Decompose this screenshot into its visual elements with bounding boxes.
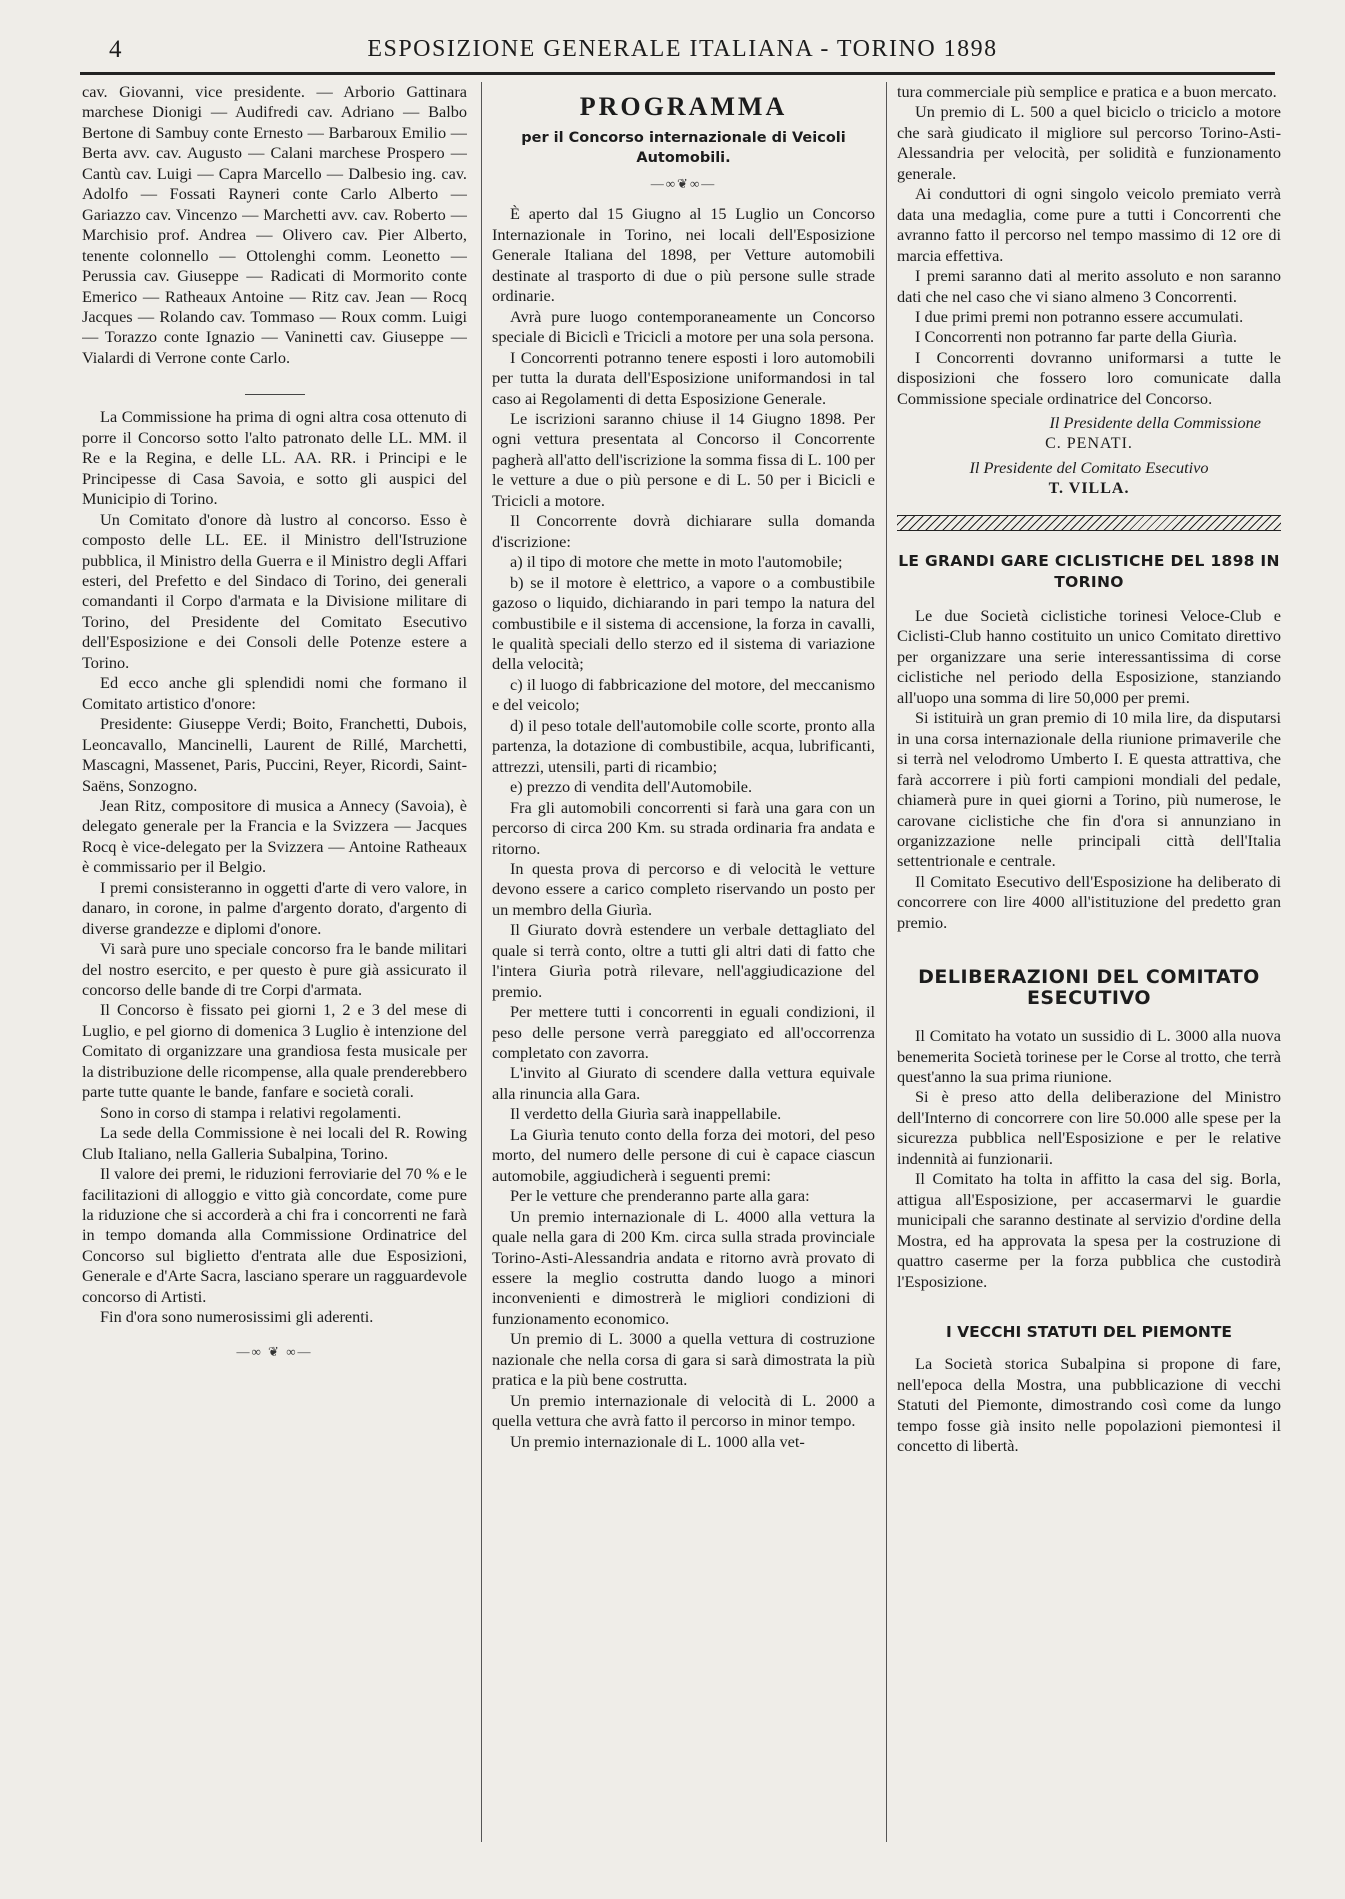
committee-names: cav. Giovanni, vice presidente. — Arborio Gattinara marchese Dionigi — Audifredi cav. Adriano — Balbo Bertone di Sambuy conte Ernesto — Barbaroux Emilio — Berta avv. cav. Augusto — Calani marchese Prospero — Cantù cav. Luigi — Capra Marcello — Dalbesio ing. cav. Adolfo — Fossati Rayneri conte Carlo Alberto — Gariazzo cav. Vincenzo — Marchetti avv. cav. Roberto — Marchisio prof. Andrea — Olivero cav. Pier Alberto, tenente colonnello — Ottolenghi comm. Leonetto — Perussia cav. Giuseppe — Radicati di Mormorito conte Emerico — Ratheaux Antoine — Ritz cav. Jean — Rocq Jacques — Rolando cav. Tommaso — Roux comm. Luigi — Torazzo conte Ignazio — Vaninetti cav. Giuseppe — Vialardi di Verrone conte Carlo. xyxy=(82,82,467,367)
signature-role-1: Il Presidente della Commissione xyxy=(1049,413,1261,433)
paragraph: Il Comitato Esecutivo dell'Esposizione ha deliberato di concorrere con lire 4000 all'istituzione del predetto gran premio. xyxy=(897,871,1281,932)
paragraph: Un premio di L. 500 a quel biciclo o triciclo a motore che sarà giudicato il migliore sul percorso Torino-Asti-Alessandria per velocità, per solidità e funzionamento generale. xyxy=(897,102,1281,183)
paragraph: Vi sarà pure uno speciale concorso fra le bande militari del nostro esercito, e per questo è pure già assicurato il concorso delle bande di tre Corpi d'armata. xyxy=(82,939,467,1000)
column-3 xyxy=(897,82,1281,1872)
paragraph: I premi saranno dati al merito assoluto e non saranno dati che nel caso che vi siano almeno 3 Concorrenti. xyxy=(897,266,1281,306)
paragraph: Un premio internazionale di L. 1000 alla vet- xyxy=(510,1431,805,1451)
paragraph: La Società storica Subalpina si propone di fare, nell'epoca della Mostra, una pubblicazione di vecchi Statuti del Piemonte, dimostrando così come da lungo tempo fosse già insito nelle popolazioni piemontesi il concetto di libertà. xyxy=(897,1354,1281,1456)
paragraph: Le due Società ciclistiche torinesi Veloce-Club e Ciclisti-Club hanno costituito un unico Comitato direttivo per organizzare una serie interessantissima di corse ciclistiche nel periodo della Esposizione, stanziando all'uopo una somma di lire 50,000 per premi. xyxy=(897,605,1281,707)
paragraph: tura commerciale più semplice e pratica e a buon mercato. xyxy=(897,82,1277,101)
paragraph: Il valore dei premi, le riduzioni ferroviarie del 70 % e le facilitazioni di alloggio e vitto già concordate, come pure la riduzione che si accorderà a chi fra i concorrenti ne farà in tempo domanda alla Commissione Ordinatrice del Concorso sul biglietto d'entrata alle due Esposizioni, Generale e d'Arte Sacra, lasciano sperare un ragguardevole concorso di Artisti. xyxy=(82,1164,467,1306)
header-rule xyxy=(80,72,1275,75)
list-item: d) il peso totale dell'automobile colle scorte, pronto alla partenza, la dotazione di combustibile, acqua, lubrificanti, attrezzi, utensili, parti di ricambio; xyxy=(492,715,875,776)
paragraph: Fin d'ora sono numerosissimi gli aderenti. xyxy=(100,1307,374,1327)
paragraph: Si è preso atto della deliberazione del Ministro dell'Interno di concorrere con lire 50.000 alle spese per la sicurezza pubblica nell'Esposizione e per le relative indennità ai funzionarii. xyxy=(897,1087,1281,1168)
title-ornament: —∞❦∞— xyxy=(650,176,717,191)
paragraph: Le iscrizioni saranno chiuse il 14 Giugno 1898. Per ogni vettura presentata al Concorso il Concorrente pagherà all'atto dell'iscrizione la somma fissa di L. 100 per le vetture a due o più persone e di L. 50 per i Bicicli e Tricicli a motore. xyxy=(492,408,875,510)
paragraph: La Commissione ha prima di ogni altra cosa ottenuto di porre il Concorso sotto l'alto patronato delle LL. MM. il Re e la Regina, e delle LL. AA. RR. i Principi e le Principesse di Casa Savoia, e sotto gli auspici del Municipio di Torino. xyxy=(82,407,467,509)
paragraph: Un premio internazionale di velocità di L. 2000 a quella vettura che avrà fatto il percorso in minor tempo. xyxy=(492,1390,875,1431)
paragraph: Il Comitato ha votato un sussidio di L. 3000 alla nuova benemerita Società torinese per le Corse al trotto, che terrà quest'anno la sua prima riunione. xyxy=(897,1026,1281,1087)
paragraph: Un premio internazionale di L. 4000 alla vettura la quale nella gara di 200 Km. circa sulla strada provinciale Torino-Asti-Alessandria andata e ritorno avrà provato di essere la meglio costrutta dando luogo a minori inconvenienti e dimostrerà le migliori condizioni di funzionamento economico. xyxy=(492,1206,875,1328)
paragraph: I due primi premi non potranno essere accumulati. xyxy=(915,306,1244,326)
paragraph: Il Concorrente dovrà dichiarare sulla domanda d'iscrizione: xyxy=(492,511,875,551)
paragraph: Per mettere tutti i concorrenti in eguali condizioni, il peso delle persone verrà pareggiato ed all'occorrenza completato con zavorra. xyxy=(492,1002,875,1063)
section-title-gare-ciclistiche: LE GRANDI GARE CICLISTICHE DEL 1898 IN TORINO xyxy=(898,552,1280,591)
section-title-deliberazioni: DELIBERAZIONI DEL COMITATO ESECUTIVO xyxy=(918,966,1260,1009)
column-1 xyxy=(82,82,467,1872)
paragraph: Per le vetture che prenderanno parte alla gara: xyxy=(510,1186,810,1206)
paragraph: Avrà pure luogo contemporaneamente un Concorso speciale di Biciclì e Tricicli a motore per una sola persona. xyxy=(492,306,875,347)
programma-title: PROGRAMMA xyxy=(579,92,788,121)
paragraph: Il Concorso è fissato pei giorni 1, 2 e 3 del mese di Luglio, e pel giorno di domenica 3 Luglio è intenzione del Comitato di organizzare una grandiosa festa musicale per la distribuzione delle ricompense, alla quale prenderebbero parte tutte quante le bande, fanfare e società corali. xyxy=(82,1000,467,1102)
list-item: b) se il motore è elettrico, a vapore o a combustibile gazoso o liquido, dichiarando in pari tempo la natura del combustibile e il sistema di accensione, la forza in cavalli, le qualità speciali dello sterzo ed il sistema di variazione della velocità; xyxy=(492,572,875,674)
paragraph: In questa prova di percorso e di velocità le vetture devono essere a carico completo riservando un posto per un membro della Giurìa. xyxy=(492,858,875,919)
paragraph: Ai conduttori di ogni singolo veicolo premiato verrà data una medaglia, come pure a tutti i Concorrenti che avranno fatto il percorso nel tempo massimo di 12 ore di marcia effettiva. xyxy=(897,184,1281,265)
paragraph: Un premio di L. 3000 a quella vettura di costruzione nazionale che nella corsa di gara si sarà dimostrata la più pratica e la più bene costrutta. xyxy=(492,1329,875,1390)
paragraph: Jean Ritz, compositore di musica a Annecy (Savoia), è delegato generale per la Francia e la Svizzera — Jacques Rocq è vice-delegato per la Svizzera — Antoine Ratheaux è commissario per il Belgio. xyxy=(82,795,467,877)
paragraph: Il Giurato dovrà estendere un verbale dettagliato del quale si terrà conto, oltre a tutti gli altri dati di fatto che l'intera Giurìa potrà rilevare, nell'aggiudicazione del premio. xyxy=(492,920,875,1001)
paragraph: Fra gli automobili concorrenti si farà una gara con un percorso di circa 200 Km. su strada ordinaria fra andata e ritorno. xyxy=(492,797,875,858)
paragraph: È aperto dal 15 Giugno al 15 Luglio un Concorso Internazionale in Torino, nei locali dell'Esposizione Generale Italiana del 1898, per Vetture automobili destinate al trasporto di due o più persone sulle strade ordinarie. xyxy=(492,204,875,306)
column-2 xyxy=(492,82,875,1872)
paragraph: Si istituirà un gran premio di 10 mila lire, da disputarsi in una corsa internazionale della riunione primaverile che si terrà nel velodromo Umberto I. E questa attrattiva, che farà accorrere i più forti campioni mondiali del pedale, chiamerà pure in quei giorni a Torino, più numerose, le carovane ciclistiche che fin d'ora si annunziano in organizzazione nelle principali città dell'Italia settentrionale e centrale. xyxy=(897,708,1281,871)
paragraph: L'invito al Giurato di scendere dalla vettura equivale alla rinuncia alla Gara. xyxy=(492,1063,875,1103)
paragraph: Il verdetto della Giurìa sarà inappellabile. xyxy=(510,1104,782,1124)
signature-name-1: C. PENATI. xyxy=(1045,434,1133,452)
paragraph: I Concorrenti non potranno far parte della Giurìa. xyxy=(915,327,1237,347)
separator-rule xyxy=(245,394,305,395)
end-ornament: —∞ ❦ ∞— xyxy=(236,1343,313,1359)
paragraph: Presidente: Giuseppe Verdi; Boito, Franchetti, Dubois, Leoncavallo, Mancinelli, Laurent de Rillé, Marchetti, Mascagni, Massenet, Paris, Puccini, Reyer, Ricordi, Saint-Saëns, Sonzogno. xyxy=(82,714,467,795)
page-header xyxy=(95,36,1270,72)
paragraph: I Concorrenti potranno tenere esposti i loro automobili per tutta la durata dell'Esposizione uniformandosi in tal caso ai Regolamenti di detta Esposizione Generale. xyxy=(492,347,875,408)
paragraph: I Concorrenti dovranno uniformarsi a tutte le disposizioni che fossero loro comunicate dalla Commissione speciale ordinatrice del Concorso. xyxy=(897,347,1281,408)
paragraph: La Giurìa tenuto conto della forza dei motori, del peso morto, del numero delle persone di cui è capace ciascun automobile, aggiudicherà i seguenti premi: xyxy=(492,1124,875,1185)
programma-subtitle: per il Concorso internazionale di Veicoli Automobili. xyxy=(521,130,846,166)
paragraph: Ed ecco anche gli splendidi nomi che formano il Comitato artistico d'onore: xyxy=(82,673,467,713)
list-item: e) prezzo di vendita dell'Automobile. xyxy=(510,777,753,797)
paragraph: Il Comitato ha tolta in affitto la casa del sig. Borla, attigua all'Esposizione, per accasermarvi le guardie municipali che saranno destinate al servizio d'ordine della Mostra, ed ha approvata la spesa per la costruzione di quattro caserme per la forza pubblica che custodirà l'Esposizione. xyxy=(897,1169,1281,1291)
signature-role-2: Il Presidente del Comitato Esecutivo xyxy=(969,458,1209,478)
signature-name-2: T. VILLA. xyxy=(1048,479,1130,497)
section-title-statuti: I VECCHI STATUTI DEL PIEMONTE xyxy=(945,1323,1233,1342)
column-divider-1 xyxy=(481,82,482,1842)
page-number: 4 xyxy=(109,36,122,63)
paragraph: La sede della Commissione è nei locali del R. Rowing Club Italiano, nella Galleria Subalpina, Torino. xyxy=(82,1123,467,1163)
running-title: ESPOSIZIONE GENERALE ITALIANA - TORINO 1898 xyxy=(367,36,998,62)
paragraph: Un Comitato d'onore dà lustro al concorso. Esso è composto delle LL. EE. il Ministro dell'Istruzione pubblica, il Ministro della Guerra e il Ministro degli Affari esteri, del Prefetto e del Sindaco di Torino, dei generali comandanti il Corpo d'armata e la Divisione militare di Torino, del Presidente del Comitato Esecutivo dell'Esposizione e dei Consoli delle Potenze estere a Torino. xyxy=(82,509,467,672)
paragraph: I premi consisteranno in oggetti d'arte di vero valore, in danaro, in corone, in palme d'argento dorato, d'argento di diverse grandezze e diplomi d'onore. xyxy=(82,877,467,938)
list-item: a) il tipo di motore che mette in moto l'automobile; xyxy=(510,552,843,572)
list-item: c) il luogo di fabbricazione del motore, del meccanismo e del veicolo; xyxy=(492,674,875,715)
paragraph: Sono in corso di stampa i relativi regolamenti. xyxy=(100,1102,402,1122)
column-divider-2 xyxy=(886,82,887,1842)
zigzag-rule xyxy=(897,515,1281,531)
